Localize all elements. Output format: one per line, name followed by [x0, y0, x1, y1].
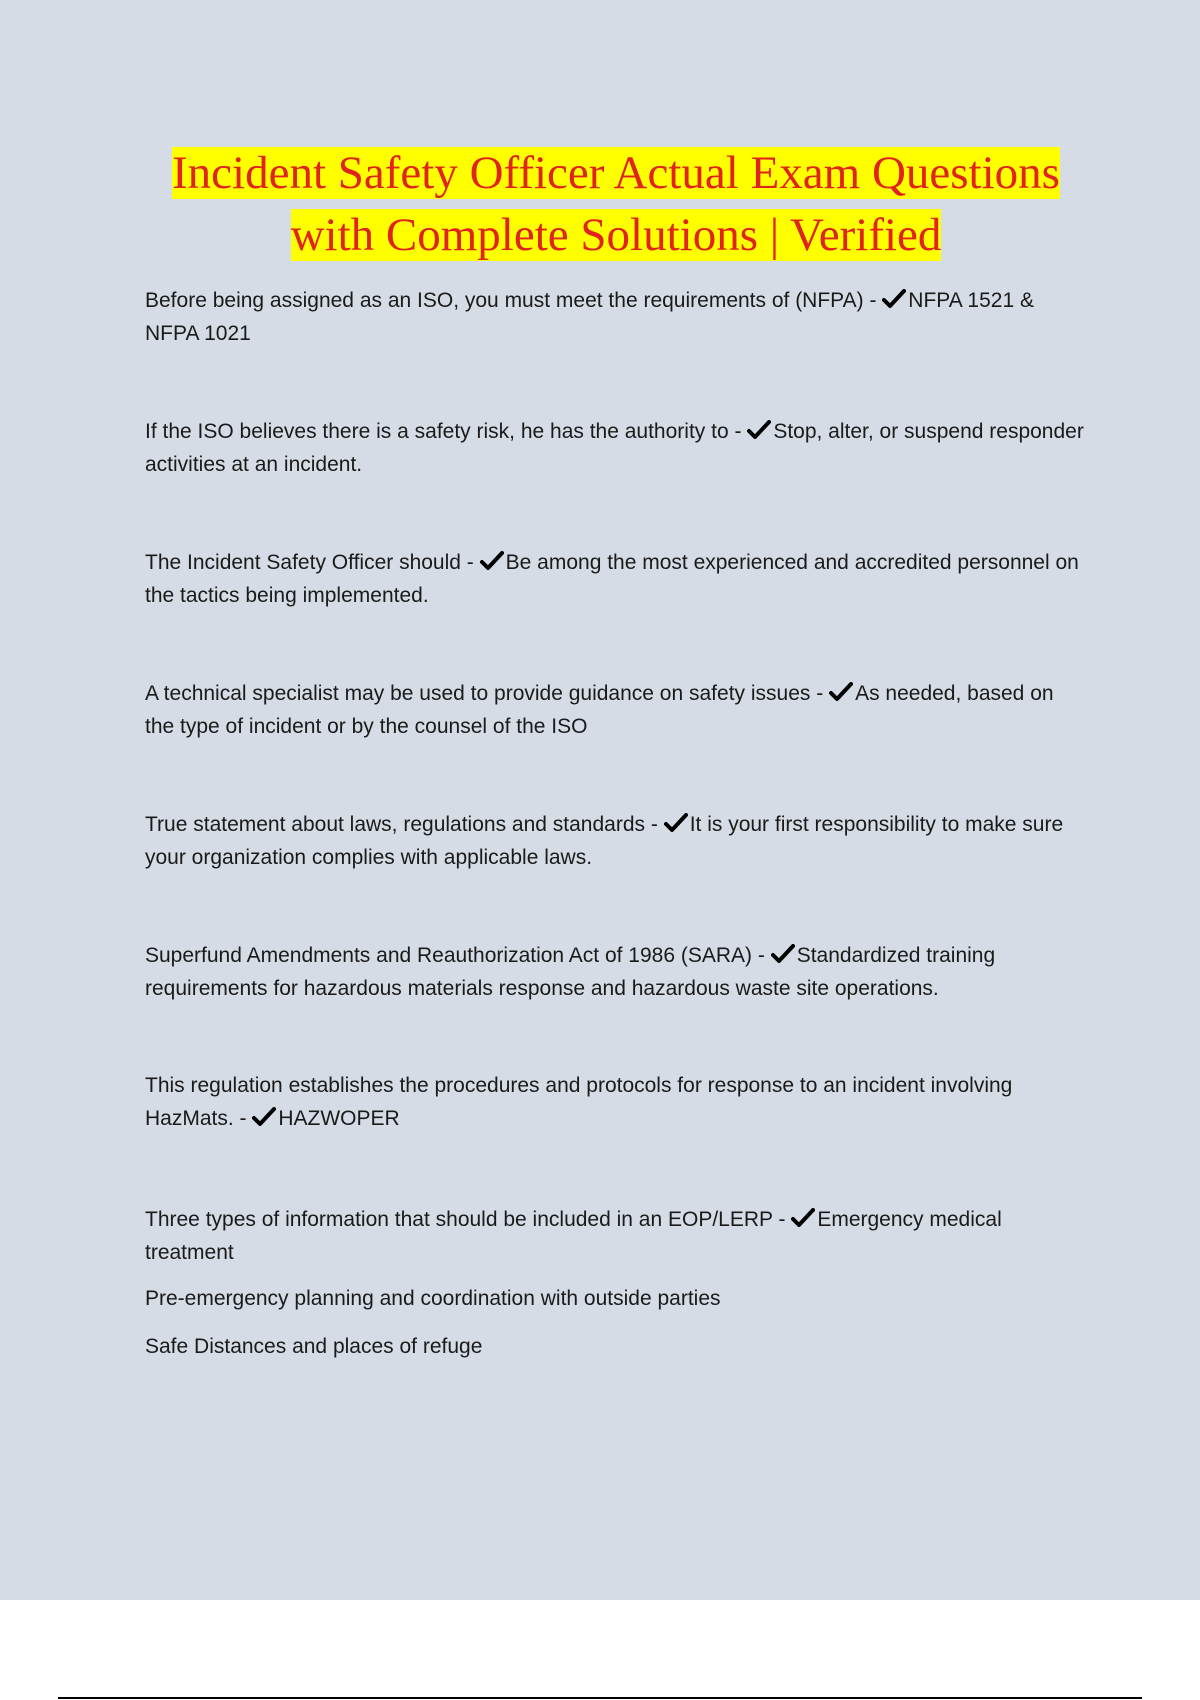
qa-question: The Incident Safety Officer should: [145, 551, 461, 574]
checkmark-icon: [882, 289, 906, 309]
qa-separator: -: [645, 813, 664, 836]
checkmark-icon: [480, 551, 504, 571]
qa-separator: -: [810, 682, 830, 705]
qa-item: [145, 415, 1085, 481]
answer-continuation-line: Pre-emergency planning and coordination with outside parties: [145, 1287, 721, 1310]
answer-continuation-line: Safe Distances and places of refuge: [145, 1335, 483, 1358]
qa-answer: Be among the most experienced and accredited personnel on the tactics being implemented.: [145, 551, 1079, 607]
qa-item: [145, 284, 1085, 350]
qa-answer: Emergency medical treatment: [145, 1208, 1002, 1264]
qa-item: [145, 939, 1085, 1005]
checkmark-icon: [747, 420, 771, 440]
qa-question: This regulation establishes the procedures and protocols for response to an incident involving HazMats.: [145, 1074, 1013, 1130]
checkmark-icon: [664, 813, 688, 833]
qa-answer: Standardized training requirements for hazardous materials response and hazardous waste site operations.: [145, 944, 996, 1000]
footer-divider: [58, 1697, 1142, 1699]
checkmark-icon: [791, 1208, 815, 1228]
qa-question: If the ISO believes there is a safety risk, he has the authority to: [145, 420, 729, 443]
qa-separator: -: [863, 289, 883, 312]
qa-answer: Stop, alter, or suspend responder activities at an incident.: [145, 420, 1084, 476]
checkmark-icon: [252, 1107, 276, 1127]
qa-question: A technical specialist may be used to provide guidance on safety issues: [145, 682, 811, 705]
qa-question: Before being assigned as an ISO, you must meet the requirements of (NFPA): [145, 289, 864, 312]
title-line-2: with Complete Solutions | Verified: [290, 209, 942, 261]
qa-question: True statement about laws, regulations and standards: [145, 813, 646, 836]
qa-answer: It is your first responsibility to make sure your organization complies with applicable laws.: [145, 813, 1064, 869]
qa-item: [145, 546, 1085, 612]
qa-question: Superfund Amendments and Reauthorization Act of 1986 (SARA): [145, 944, 753, 967]
checkmark-icon: [829, 682, 853, 702]
qa-separator: -: [728, 420, 748, 443]
qa-item: [145, 1069, 1085, 1135]
qa-separator: -: [772, 1208, 792, 1231]
qa-separator: -: [233, 1107, 253, 1130]
qa-answer: As needed, based on the type of incident or by the counsel of the ISO: [145, 682, 1054, 738]
qa-item: [145, 808, 1085, 874]
qa-question: Three types of information that should be included in an EOP/LERP: [145, 1208, 773, 1231]
qa-answer: NFPA 1521 & NFPA 1021: [145, 289, 1034, 345]
qa-separator: -: [460, 551, 480, 574]
qa-separator: -: [752, 944, 771, 967]
document-title: [146, 142, 1086, 266]
qa-item: [145, 677, 1085, 743]
qa-answer: HAZWOPER: [278, 1107, 400, 1130]
checkmark-icon: [771, 944, 795, 964]
qa-item: [145, 1203, 1085, 1269]
title-line-1: Incident Safety Officer Actual Exam Questions: [172, 147, 1060, 199]
